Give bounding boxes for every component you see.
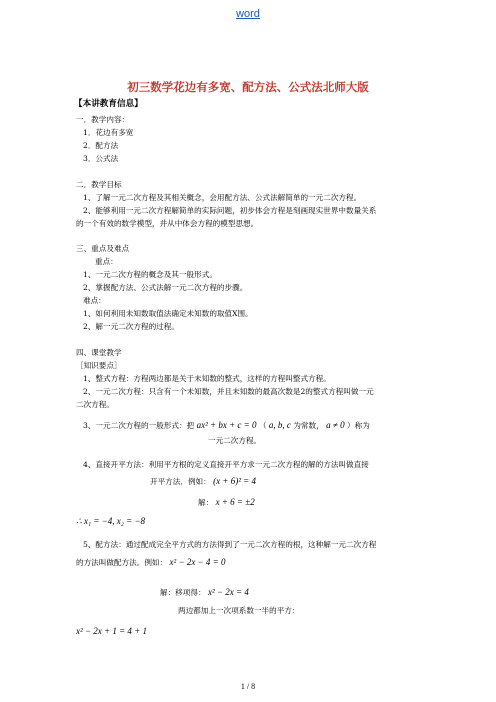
- text-line: [150, 476, 256, 487]
- text-line: [83, 420, 370, 431]
- text-line: 2、掌握配方法、公式法解一元二次方程的步骤。: [83, 283, 248, 292]
- text-line: 两边都加上一次项系数一半的平方：: [178, 606, 300, 615]
- text-span: （: [258, 421, 267, 430]
- text-line: 三、重点及难点: [76, 244, 130, 253]
- header-link[interactable]: word: [236, 8, 260, 20]
- equation: (x + 6)² = 4: [213, 476, 257, 486]
- text-line: [198, 497, 255, 508]
- equation: ∴ x₁ = −4, x₂ = −8: [76, 516, 146, 526]
- equation: x² − 2x = 4: [207, 587, 249, 597]
- text-span: 的方法叫做配方法。例如：: [76, 558, 168, 567]
- text-line: 1、一元二次方程的概念及其一般形式。: [83, 270, 217, 279]
- text-line: 1、整式方程：方程两边都是关于未知数的整式，这样的方程叫整式方程。: [83, 374, 331, 383]
- text-line: 1、如何利用未知数取值法确定未知数的取值X围。: [83, 309, 253, 318]
- text-line: 四、课堂教学: [76, 348, 122, 357]
- text-span: 为常数，: [293, 421, 324, 430]
- page-number: 1 / 8: [240, 682, 256, 691]
- text-line: 3．公式法: [83, 154, 119, 163]
- text-line: 二．教学目标: [76, 180, 122, 189]
- equation: x² − 2x − 4 = 0: [169, 557, 226, 567]
- text-line: 2．配方法: [83, 141, 119, 150]
- text-line: 一元二次方程。: [208, 436, 262, 445]
- text-line: 一．教学内容：: [76, 115, 130, 124]
- text-line: 4、直接开平方法：利用平方根的定义直接开平方求一元二次方程的解的方法叫做直接: [83, 460, 369, 469]
- text-line: [160, 587, 249, 598]
- text-line: 5、配方法：通过配成完全平方式的方法得到了一元二次方程的根，这种解一元二次方程: [83, 540, 377, 549]
- equation: a, b, c: [268, 420, 291, 430]
- text-line: 二次方程。: [76, 400, 114, 409]
- text-span: 开平方法．例如：: [150, 477, 211, 486]
- equation: a ≠ 0: [326, 420, 345, 430]
- equation: x² − 2x + 1 = 4 + 1: [76, 626, 147, 636]
- text-line: 1．花边有多宽: [83, 128, 134, 137]
- section-label: 【本讲教育信息】: [74, 99, 143, 109]
- text-line: 难点：: [83, 296, 106, 305]
- text-span: ）称为: [347, 421, 370, 430]
- text-span: 解：: [198, 498, 214, 507]
- text-span: 解：移项得：: [160, 588, 206, 597]
- text-line: 2、能够利用一元二次方程解简单的实际问题，初步体会方程是刻画现实世界中数量关系: [83, 206, 377, 215]
- text-span: 3、一元二次方程的一般形式：把: [83, 421, 195, 430]
- text-line: ［知识要点］: [76, 361, 122, 370]
- text-line: [76, 557, 225, 568]
- text-line: 2、一元二次方程：只含有一个未知数，并且未知数的最高次数是2的整式方程叫做一元: [83, 387, 374, 396]
- text-line: 重点：: [95, 257, 118, 266]
- equation: ax² + bx + c = 0: [196, 420, 257, 430]
- page-title: 初三数学花边有多宽、配方法、公式法北师大版: [127, 80, 369, 94]
- text-line: 2、解一元二次方程的过程。: [83, 322, 179, 331]
- text-line: 1、了解一元二次方程及其相关概念，会用配方法、公式法解简单的一元二次方程。: [83, 193, 362, 202]
- text-line: 的一个有效的数学模型，并从中体会方程的模型思想。: [76, 219, 259, 228]
- equation: x + 6 = ±2: [215, 497, 255, 507]
